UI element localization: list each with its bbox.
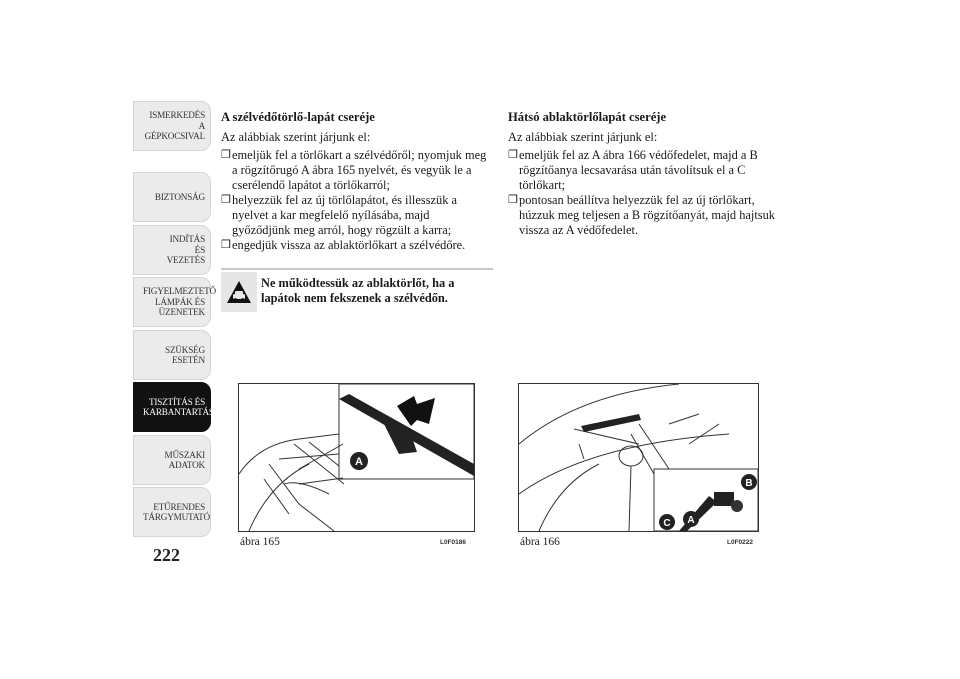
list-item: ❒ emeljük fel a törlőkart a szélvédőről; nyomjuk meg a rögzítőrugó A ábra 165 nyelvét, és vegyük le a cserélendő lapátot a törlőkarról;	[221, 148, 487, 192]
tab-tisztitas[interactable]: TISZTÍTÁS ÉS KARBANTARTÁS	[133, 382, 211, 432]
divider	[221, 268, 493, 270]
list-item: ❒ pontosan beállítva helyezzük fel az új törlőkart, húzzuk meg teljesen a B rögzítőanyát, majd hajtsuk vissza az A védőfedelet.	[508, 193, 775, 237]
warning-text: Ne működtessük az ablaktörlőt, ha a lapátok nem fekszenek a szélvédőn.	[261, 276, 455, 305]
rear-wiper-illustration	[519, 384, 758, 531]
section-title-rear-wiper: Hátsó ablaktörlőlapát cseréje	[508, 110, 667, 124]
list-item: ❒ engedjük vissza az ablaktörlőkart a szélvédőre.	[221, 238, 466, 252]
tab-muszaki[interactable]: MŰSZAKI ADATOK	[133, 435, 211, 485]
left-column	[221, 110, 491, 253]
figure-code-166: L0F0222	[727, 539, 754, 546]
page-number: 222	[153, 545, 180, 565]
checkbox-bullet-icon: ❒	[221, 194, 231, 206]
figure-caption-166: ábra 166	[520, 536, 560, 548]
figure-caption-165: ábra 165	[240, 536, 280, 548]
list-item: ❒ emeljük fel az A ábra 166 védőfedelet, majd a B rögzítőanya lecsavarása után távolítsuk el a C törlőkart;	[508, 148, 758, 192]
tab-figyelmezteto[interactable]: FIGYELMEZTETŐ LÁMPÁK ÉS ÜZENETEK	[133, 277, 211, 327]
figure-166	[518, 383, 759, 532]
tab-szukseg[interactable]: SZÜKSÉG ESETÉN	[133, 330, 211, 380]
tab-ismerkedes[interactable]: ISMERKEDÉS A GÉPKOCSIVAL	[133, 101, 211, 151]
label-a: A	[355, 456, 363, 468]
warning-car-icon	[221, 272, 257, 312]
checkbox-bullet-icon: ❒	[508, 194, 518, 206]
list-item: ❒ helyezzük fel az új törlőlapátot, és illesszük a nyelvet a kar megfelelő nyílásába, majd győződjünk meg arról, hogy rögzült a karra;	[221, 193, 458, 237]
tab-targymutato[interactable]: ETŰRENDES TÁRGYMUTATÓ	[133, 487, 211, 537]
checkbox-bullet-icon: ❒	[508, 149, 518, 161]
intro-text: Az alábbiak szerint járjunk el:	[221, 130, 371, 144]
label-c: C	[663, 518, 671, 529]
figure-165	[238, 383, 475, 532]
tab-inditas[interactable]: INDÍTÁS ÉS VEZETÉS	[133, 225, 211, 275]
checkbox-bullet-icon: ❒	[221, 149, 231, 161]
warning-box	[221, 268, 493, 305]
right-column	[508, 110, 778, 238]
figure-code-165: L0F0186	[440, 539, 467, 546]
tab-biztonsag[interactable]: BIZTONSÁG	[133, 172, 211, 222]
section-title-front-wiper: A szélvédőtörlő-lapát cseréje	[221, 110, 375, 124]
front-wiper-illustration	[239, 384, 474, 531]
checkbox-bullet-icon: ❒	[221, 239, 231, 251]
label-a: A	[687, 515, 695, 526]
intro-text: Az alábbiak szerint járjunk el:	[508, 130, 658, 144]
label-b: B	[745, 478, 753, 489]
